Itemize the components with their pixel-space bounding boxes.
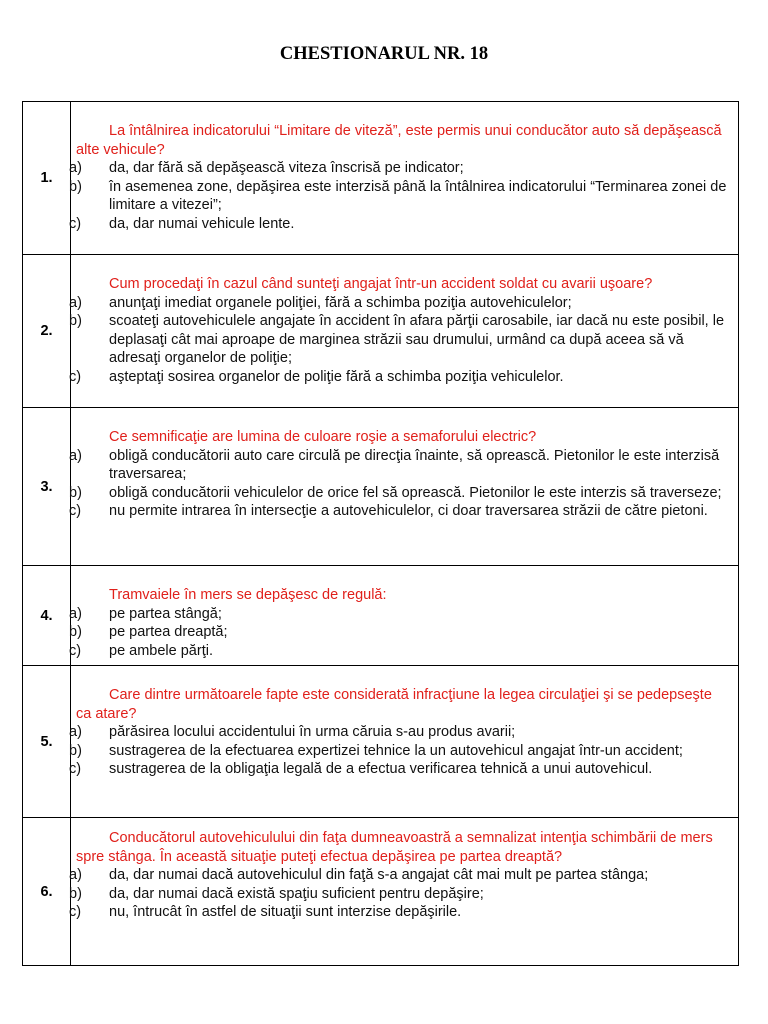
answer-letter: a) [69,294,82,311]
question-number: 3. [23,408,71,566]
answer-letter: a) [69,724,82,741]
answer-option [69,159,730,178]
answer-letter: a) [69,447,82,464]
question-row [23,102,739,255]
question-row [23,255,739,408]
answer-option [69,723,730,742]
answer-option [69,742,730,761]
answer-option [69,903,730,922]
answer-text: scoateţi autovehiculele angajate în accident în afara părţii carosabile, iar dacă nu este posibil, le deplasaţi cât mai aproape de marginea străzii sau drumului, urmând ca după aceea să vă adresaţi organelor de poliţie; [109,313,725,367]
answer-letter: c) [69,368,82,385]
answer-text: părăsirea locului accidentului în urma căruia s-au produs avarii; [109,724,516,741]
answer-text: obligă conducătorii auto care circulă pe direcţia înainte, să oprească. Pietonilor le este interzisă traversarea; [109,447,720,483]
answer-option [69,623,730,642]
answer-letter: a) [69,867,82,884]
answer-text: pe partea dreaptă; [109,624,228,641]
answer-letter: c) [69,761,82,778]
answer-text: anunţaţi imediat organele poliţiei, fără a schimba poziţia autovehiculelor; [109,294,572,311]
question-number: 6. [23,818,71,966]
question-number: 1. [23,102,71,255]
question-cell [71,408,739,566]
answer-letter: c) [69,503,82,520]
answer-text: pe partea stângă; [109,605,222,622]
question-number: 2. [23,255,71,408]
question-cell [71,666,739,818]
question-text: Ce semnificaţie are lumina de culoare roşie a semaforului electric? [109,429,537,445]
answer-option [69,760,730,779]
answer-text: sustragerea de la efectuarea expertizei tehnice la un autovehicul angajat într-un accident; [109,742,683,759]
answer-text: în asemenea zone, depăşirea este interzisă până la întâlnirea indicatorului “Terminarea zonei de limitare a vitezei”; [109,178,727,214]
question-row [23,818,739,966]
answer-text: da, dar numai dacă autovehiculul din faţă s-a angajat cât mai mult pe partea stânga; [109,867,649,884]
question-cell [71,566,739,666]
answer-text: aşteptaţi sosirea organelor de poliţie fără a schimba poziţia vehiculelor. [109,368,564,385]
answer-letter: b) [69,484,82,501]
answer-text: da, dar fără să depăşească viteza înscrisă pe indicator; [109,160,464,177]
answer-option [69,368,730,387]
page-title: CHESTIONARUL NR. 18 [279,44,489,64]
question-text: Care dintre următoarele fapte este considerată infracţiune la legea circulaţiei şi se pedepseşte ca atare? [76,687,712,722]
answer-option [69,178,730,215]
answer-text: da, dar numai vehicule lente. [109,215,295,232]
answer-option [69,642,730,661]
question-text: Tramvaiele în mers se depăşesc de regulă: [109,587,387,603]
question-text: La întâlnirea indicatorului “Limitare de viteză”, este permis unui conducător auto să depăşească alte vehicule? [76,123,722,158]
question-text: Conducătorul autovehiculului din faţa dumneavoastră a semnalizat intenţia schimbării de mers spre stânga. În această situaţie puteţi efectua depăşirea pe partea dreaptă? [76,830,713,865]
answer-option [69,447,730,484]
answer-letter: c) [69,904,82,921]
answer-text: pe ambele părţi. [109,642,213,659]
answer-letter: b) [69,624,82,641]
answer-text: nu permite intrarea în intersecţie a autovehiculelor, ci doar traversarea străzii de către pietoni. [109,503,708,520]
answer-letter: b) [69,178,82,195]
answer-letter: b) [69,742,82,759]
answer-letter: c) [69,215,82,232]
question-row [23,666,739,818]
answer-text: obligă conducătorii vehiculelor de orice fel să oprească. Pietonilor le este interzis să traverseze; [109,484,722,501]
answer-option [69,484,730,503]
question-text: Cum procedaţi în cazul când sunteţi angajat într-un accident soldat cu avarii uşoare? [109,276,653,292]
answer-option [69,866,730,885]
answer-text: sustragerea de la obligaţia legală de a efectua verificarea tehnică a unui autovehicul. [109,761,653,778]
answer-letter: b) [69,313,82,330]
question-row [23,566,739,666]
answer-option [69,885,730,904]
question-cell [71,102,739,255]
answer-letter: c) [69,642,82,659]
question-cell [71,255,739,408]
answer-letter: a) [69,160,82,177]
answer-letter: b) [69,885,82,902]
question-cell [71,818,739,966]
question-row [23,408,739,566]
answer-text: da, dar numai dacă există spaţiu suficient pentru depăşire; [109,885,484,902]
answer-option [69,312,730,368]
answer-option [69,502,730,521]
answer-option [69,215,730,234]
question-number: 5. [23,666,71,818]
answer-text: nu, întrucât în astfel de situaţii sunt interzise depăşirile. [109,904,462,921]
questionnaire-table [22,101,739,966]
question-number: 4. [23,566,71,666]
answer-option [69,294,730,313]
answer-option [69,605,730,624]
answer-letter: a) [69,605,82,622]
